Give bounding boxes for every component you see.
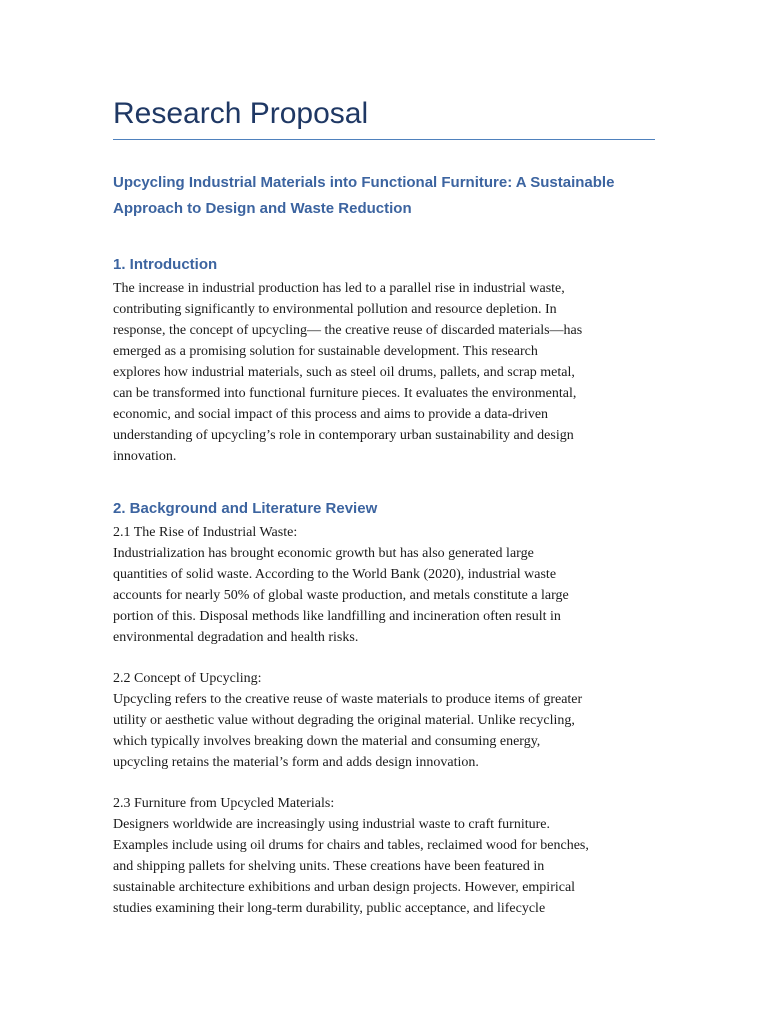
title-underline-rule [113,139,655,140]
paragraph-line: The increase in industrial production has led to a parallel rise in industrial waste, [113,281,565,296]
paragraph-line: sustainable architecture exhibitions and urban design projects. However, empirical [113,880,576,895]
paragraph-line: environmental degradation and health risks. [113,630,359,645]
paragraph-line: Upcycling refers to the creative reuse of waste materials to produce items of greater [113,692,583,707]
paragraph-line: response, the concept of upcycling— the creative reuse of discarded materials—has [113,323,583,338]
paragraph-line: emerged as a promising solution for sustainable development. This research [113,344,538,359]
subsection-concept-of-upcycling [113,668,673,773]
paragraph-line: accounts for nearly 50% of global waste production, and metals constitute a large [113,588,569,603]
paragraph-line: which typically involves breaking down the material and consuming energy, [113,734,541,749]
paragraph-line: quantities of solid waste. According to the World Bank (2020), industrial waste [113,567,557,582]
paragraph-line: Industrialization has brought economic growth but has also generated large [113,546,534,561]
paragraph-line: Designers worldwide are increasingly using industrial waste to craft furniture. [113,817,550,832]
introduction-paragraph [113,278,673,467]
paragraph-line: Examples include using oil drums for chairs and tables, reclaimed wood for benches, [113,838,589,853]
paragraph-line: contributing significantly to environmental pollution and resource depletion. In [113,302,557,317]
subsection-industrial-waste [113,522,673,648]
paragraph-line: understanding of upcycling’s role in contemporary urban sustainability and design [113,428,574,443]
paragraph-line: explores how industrial materials, such as steel oil drums, pallets, and scrap metal, [113,365,575,380]
paragraph-line: upcycling retains the material’s form and adds design innovation. [113,755,479,770]
paragraph-line: can be transformed into functional furniture pieces. It evaluates the environmental, [113,386,577,401]
section-heading-introduction: 1. Introduction [113,256,218,273]
paragraph-line: utility or aesthetic value without degrading the original material. Unlike recycling, [113,713,575,728]
subsection-heading: 2.3 Furniture from Upcycled Materials: [113,796,335,811]
paragraph-line: studies examining their long-term durability, public acceptance, and lifecycle [113,901,546,916]
subsection-heading: 2.2 Concept of Upcycling: [113,671,262,686]
paragraph-line: innovation. [113,449,177,464]
paragraph-line: economic, and social impact of this process and aims to provide a data-driven [113,407,549,422]
subsection-upcycled-furniture [113,793,673,919]
paragraph-line: portion of this. Disposal methods like landfilling and incineration often result in [113,609,561,624]
section-heading-background: 2. Background and Literature Review [113,500,378,517]
subtitle-line: Upcycling Industrial Materials into Functional Furniture: A Sustainable [113,174,615,191]
subsection-heading: 2.1 The Rise of Industrial Waste: [113,525,298,540]
proposal-subtitle [113,170,673,222]
document-title: Research Proposal [113,97,369,130]
subtitle-line: Approach to Design and Waste Reduction [113,200,412,217]
paragraph-line: and shipping pallets for shelving units. These creations have been featured in [113,859,545,874]
